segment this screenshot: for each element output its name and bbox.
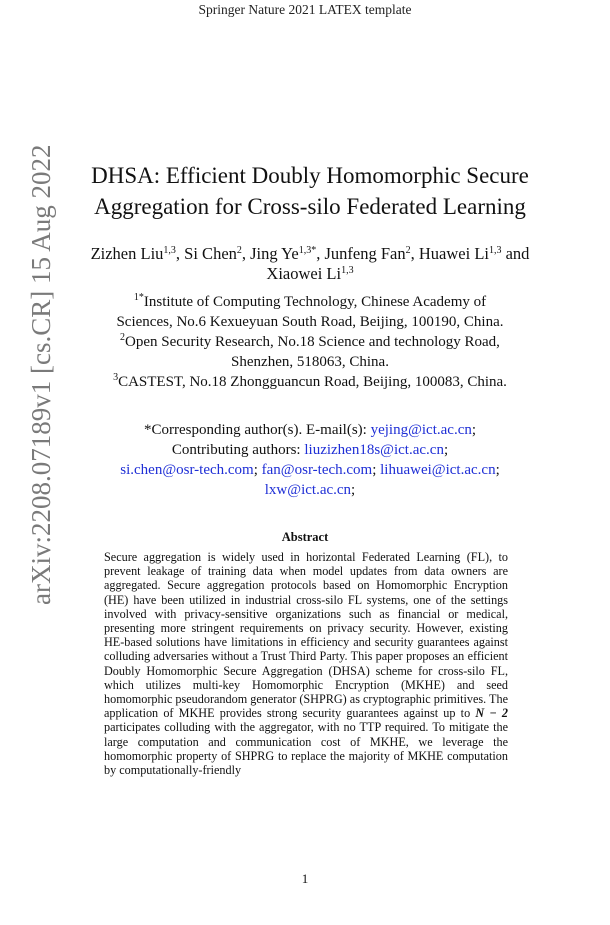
corresponding-label: *Corresponding author(s). E-mail(s): bbox=[143, 422, 367, 438]
email-link[interactable]: liuzizhen18s@ict.ac.cn bbox=[304, 442, 444, 458]
author: Junfeng Fan bbox=[324, 244, 406, 263]
author-separator: , bbox=[175, 244, 185, 263]
email-link[interactable]: yejing@ict.ac.cn bbox=[370, 422, 472, 438]
affiliation-mark: 1* bbox=[133, 292, 144, 303]
author-list bbox=[80, 244, 540, 284]
affiliation-1 bbox=[70, 292, 550, 312]
author: Jing Ye bbox=[250, 244, 299, 263]
author: Xiaowei Li bbox=[266, 264, 342, 283]
affiliation-3 bbox=[70, 372, 550, 392]
email-link[interactable]: si.chen@osr-tech.com bbox=[120, 462, 254, 478]
email-link[interactable]: fan@osr-tech.com bbox=[261, 462, 373, 478]
abstract-text: Secure aggregation is widely used in horizontal Federated Learning (FL), to prevent leakage of training data when model updates from data owners are aggregated. Secure aggregation protocols based on Homomorphic Encryption (HE) have been utilized in industrial cross-silo FL systems, one of the settings involved with privacy-sensitive organizations such as financial or medical, presenting more stringent requirements on privacy security. However, existing HE-based solutions have limitations in efficiency and security guarantees against colluding adversaries without a Trust Third Party. This paper proposes an efficient Doubly Homomorphic Secure Aggregation (DHSA) scheme for cross-silo FL, which utilizes multi-key Homomorphic Encryption (MKHE) and seed homomorphic pseudorandom generator (SHPRG) as cryptographic primitives. The application of MKHE provides strong security guarantees against up to bbox=[104, 550, 508, 721]
affiliation-2-cont: Shenzhen, 518063, China. bbox=[231, 354, 389, 370]
abstract-math: N − 2 bbox=[475, 706, 509, 721]
abstract-text-cont: participates colluding with the aggregator, with no TTP required. To mitigate the large computation and communication cost of MKHE, we leverage the homomorphic property of SHPRG to replace the majority of MKHE computation by computationally-friendly bbox=[104, 720, 508, 778]
page-number: 1 bbox=[301, 871, 309, 886]
contributing-line: Contributing authors: liuzizhen18s@ict.ac.cn; bbox=[171, 442, 449, 458]
author-separator: , bbox=[316, 244, 325, 263]
title-line-2: Aggregation for Cross-silo Federated Learning bbox=[94, 194, 526, 219]
paper-title bbox=[80, 160, 540, 222]
author: Huawei Li bbox=[418, 244, 489, 263]
author-affil-mark: 1,3 bbox=[163, 245, 176, 256]
contact-emails bbox=[80, 420, 540, 500]
abstract-heading: Abstract bbox=[281, 530, 329, 544]
author: Zizhen Liu bbox=[90, 244, 164, 263]
affiliation-1-cont: Sciences, No.6 Kexueyuan South Road, Beijing, 100190, China. bbox=[116, 314, 504, 330]
affiliation-text: Open Security Research, No.18 Science and technology Road, bbox=[125, 334, 500, 350]
abstract-body bbox=[104, 550, 508, 777]
author-separator: , bbox=[410, 244, 419, 263]
author-affil-mark: 1,3 bbox=[341, 265, 354, 276]
affiliation-list bbox=[70, 292, 550, 392]
author: Si Chen bbox=[184, 244, 237, 263]
author-affil-mark: 2 bbox=[236, 245, 242, 256]
running-header: Springer Nature 2021 LATEX template bbox=[198, 2, 412, 17]
affiliation-mark: 3 bbox=[113, 372, 119, 383]
author-affil-mark: 1,3* bbox=[298, 245, 317, 256]
corresponding-line: *Corresponding author(s). E-mail(s): yejing@ict.ac.cn; bbox=[143, 422, 477, 438]
affiliation-mark: 2 bbox=[120, 332, 126, 343]
title-line-1: DHSA: Efficient Doubly Homomorphic Secure bbox=[91, 163, 529, 188]
affiliation-text: Institute of Computing Technology, Chinese Academy of bbox=[143, 294, 487, 310]
author-affil-mark: 2 bbox=[405, 245, 411, 256]
author-separator: , bbox=[241, 244, 251, 263]
contributing-line: si.chen@osr-tech.com; fan@osr-tech.com; lihuawei@ict.ac.cn; bbox=[120, 462, 500, 478]
author-separator: and bbox=[501, 244, 530, 263]
contributing-line: lxw@ict.ac.cn; bbox=[264, 482, 356, 498]
author-affil-mark: 1,3 bbox=[488, 245, 502, 256]
affiliation-text: CASTEST, No.18 Zhongguancun Road, Beijing, 100083, China. bbox=[118, 374, 507, 390]
contributing-label: Contributing authors: bbox=[171, 442, 301, 458]
email-link[interactable]: lihuawei@ict.ac.cn bbox=[380, 462, 496, 478]
arxiv-side-stamp: arXiv:2208.07189v1 [cs.CR] 15 Aug 2022 bbox=[26, 144, 56, 605]
email-link[interactable]: lxw@ict.ac.cn bbox=[264, 482, 352, 498]
affiliation-2 bbox=[70, 332, 550, 352]
